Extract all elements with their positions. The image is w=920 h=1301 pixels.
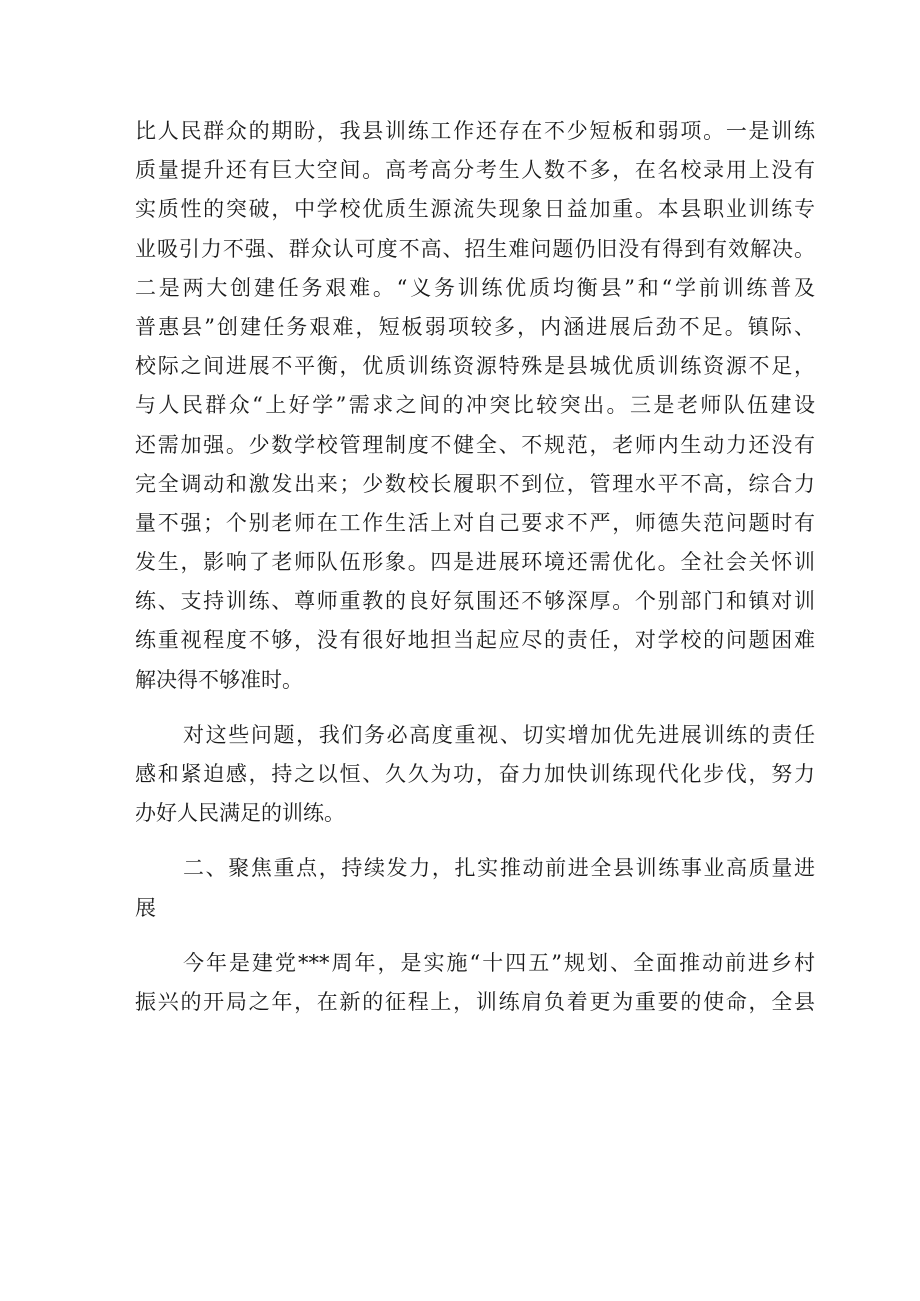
text-line: 对这些问题，我们务必高度重视、切实增加优先进展训练的责任 (183, 722, 815, 747)
text-line: 比人民群众的期盼，我县训练工作还存在不少短板和弱项。一是训练 (135, 119, 815, 143)
text-line: 量不强；个别老师在工作生活上对自己要求不严，师德失范问题时有 (135, 510, 815, 535)
text-line: 质量提升还有巨大空间。高考高分考生人数不多，在名校录用上没有 (135, 158, 815, 183)
section-heading (135, 849, 815, 927)
heading-line: 二、聚焦重点，持续发力，扎实推动前进全县训练事业高质量进 (183, 856, 815, 881)
text-line: 业吸引力不强、群众认可度不高、招生难问题仍旧没有得到有效解决。 (135, 236, 815, 261)
document-body (135, 112, 815, 1022)
paragraph-problems (135, 112, 815, 700)
text-line: 办好人民满足的训练。 (135, 801, 345, 826)
text-line: 实质性的突破，中学校优质生源流失现象日益加重。本县职业训练专 (135, 197, 815, 222)
text-line: 解决得不够准时。 (135, 667, 303, 692)
text-line: 振兴的开局之年，在新的征程上，训练肩负着更为重要的使命，全县 (135, 989, 815, 1014)
heading-line: 展 (135, 895, 156, 920)
text-line: 练、支持训练、尊师重教的良好氛围还不够深厚。个别部门和镇对训 (135, 589, 815, 614)
text-line: 完全调动和激发出来；少数校长履职不到位，管理水平不高，综合力 (135, 471, 815, 496)
text-line: 还需加强。少数学校管理制度不健全、不规范，老师内生动力还没有 (135, 432, 815, 457)
text-line: 二是两大创建任务艰难。“义务训练优质均衡县”和“学前训练普及 (135, 275, 815, 300)
text-line: 校际之间进展不平衡，优质训练资源特殊是县城优质训练资源不足， (135, 354, 815, 379)
text-line: 感和紧迫感，持之以恒、久久为功，奋力加快训练现代化步伐，努力 (135, 762, 815, 786)
paragraph-anniversary (135, 944, 815, 1022)
text-line: 今年是建党***周年，是实施“十四五”规划、全面推动前进乡村 (183, 950, 815, 975)
paragraph-response (135, 716, 815, 834)
text-line: 与人民群众“上好学”需求之间的冲突比较突出。三是老师队伍建设 (135, 393, 815, 418)
text-line: 发生，影响了老师队伍形象。四是进展环境还需优化。全社会关怀训 (135, 550, 815, 575)
text-line: 练重视程度不够，没有很好地担当起应尽的责任，对学校的问题困难 (135, 628, 815, 653)
text-line: 普惠县”创建任务艰难，短板弱项较多，内涵进展后劲不足。镇际、 (135, 314, 815, 339)
